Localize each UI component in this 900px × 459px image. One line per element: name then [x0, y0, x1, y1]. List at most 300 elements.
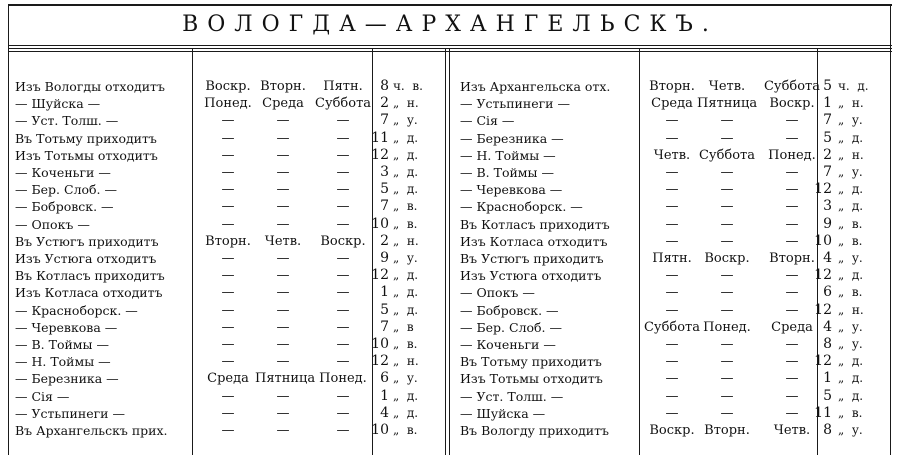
- weekday-cell: —: [665, 285, 679, 301]
- station-name: — Уст. Толш. —: [460, 388, 564, 404]
- time-of-day-unit: „ у.: [393, 371, 418, 386]
- weekday-cell: —: [336, 285, 350, 301]
- timetable-row: [15, 147, 445, 164]
- time-of-day-unit: „ в.: [838, 233, 863, 248]
- weekday-cell: —: [336, 302, 350, 318]
- time-of-day-unit: „ д.: [838, 354, 864, 369]
- weekday-cell: —: [221, 251, 235, 266]
- weekday-cell: —: [221, 423, 235, 438]
- hour-value: 7: [823, 164, 832, 180]
- hour-value: 7: [380, 318, 389, 335]
- weekday-cell: —: [785, 371, 799, 387]
- weekday-cell: —: [720, 371, 734, 387]
- weekday-cell: —: [276, 216, 290, 232]
- hour-value: 11: [371, 129, 389, 146]
- hour-value: 1: [823, 370, 832, 387]
- weekday-cell: —: [276, 337, 290, 352]
- time-of-day-unit: „ у.: [838, 423, 863, 437]
- frame-left: [8, 4, 9, 455]
- hour-value: 8: [823, 422, 832, 438]
- timetable-row: [460, 267, 885, 284]
- time-of-day-unit: „ д.: [838, 268, 864, 283]
- station-name: Въ Устюгъ приходитъ: [15, 233, 159, 249]
- weekday-cell: —: [785, 130, 799, 146]
- hour-value: 8: [380, 78, 389, 94]
- weekday-cell: —: [276, 251, 290, 266]
- timetable-row: [15, 267, 445, 284]
- time-of-day-unit: ч. в.: [393, 79, 423, 93]
- timetable-row: [460, 95, 885, 112]
- frame-right: [890, 4, 891, 455]
- station-name: — Сiя —: [460, 113, 515, 129]
- weekday-cell: —: [276, 319, 290, 335]
- weekday-cell: —: [221, 199, 235, 215]
- station-name: Изъ Тотьмы отходитъ: [15, 147, 158, 163]
- weekday-cell: Пятн.: [652, 251, 692, 266]
- weekday-cell: —: [276, 113, 290, 129]
- timetable-row: [460, 112, 885, 129]
- weekday-cell: —: [221, 147, 235, 163]
- time-of-day-unit: „ в.: [393, 423, 418, 437]
- weekday-cell: —: [665, 388, 679, 404]
- hour-value: 4: [380, 404, 389, 421]
- weekday-cell: Среда: [771, 319, 813, 335]
- weekday-cell: —: [276, 182, 290, 198]
- hour-value: 1: [380, 387, 389, 404]
- timetable-row: [460, 130, 885, 147]
- hour-value: 3: [823, 198, 832, 215]
- station-name: Въ Архангельскъ прих.: [15, 423, 168, 438]
- weekday-cell: —: [276, 302, 290, 318]
- weekday-cell: Воскр.: [320, 233, 366, 249]
- time-of-day-unit: „ у.: [393, 251, 418, 265]
- weekday-cell: —: [276, 423, 290, 438]
- weekday-cell: —: [221, 285, 235, 301]
- hour-value: 3: [380, 164, 389, 180]
- timetable-row: [460, 198, 885, 215]
- weekday-cell: Вторн.: [260, 79, 306, 94]
- weekday-cell: Понед.: [768, 147, 816, 163]
- weekday-cell: Пятница: [255, 371, 316, 387]
- timetable-row: [15, 353, 445, 370]
- weekday-cell: Суббота: [763, 79, 821, 94]
- station-name: Въ Котласъ приходитъ: [15, 268, 165, 284]
- station-name: — Красноборск. —: [15, 302, 138, 318]
- hour-value: 12: [814, 353, 832, 370]
- weekday-cell: —: [720, 285, 734, 301]
- time-of-day-unit: „ д.: [393, 405, 419, 420]
- time-of-day-unit: „ д.: [393, 182, 419, 197]
- station-name: Въ Тотьму приходитъ: [15, 130, 157, 146]
- weekday-cell: —: [276, 165, 290, 180]
- timetable-row: [460, 216, 885, 233]
- weekday-cell: —: [665, 182, 679, 198]
- hour-value: 9: [823, 215, 832, 232]
- weekday-cell: —: [221, 182, 235, 198]
- station-name: Изъ Котласа отходитъ: [460, 233, 608, 249]
- weekday-cell: —: [276, 268, 290, 284]
- station-name: — Опокъ —: [460, 285, 535, 301]
- timetable-row: [15, 422, 445, 439]
- weekday-cell: —: [665, 354, 679, 370]
- station-name: — В. Тоймы —: [15, 337, 109, 352]
- time-of-day-unit: „ н.: [393, 233, 419, 248]
- weekday-cell: —: [221, 302, 235, 318]
- timetable-row: [15, 198, 445, 215]
- weekday-cell: —: [785, 354, 799, 370]
- weekday-cell: Воскр.: [649, 423, 695, 438]
- time-of-day-unit: „ в.: [393, 216, 418, 231]
- weekday-cell: —: [665, 165, 679, 180]
- time-of-day-unit: „ у.: [838, 319, 863, 334]
- hour-value: 1: [380, 284, 389, 301]
- weekday-cell: —: [785, 285, 799, 301]
- hour-value: 2: [380, 95, 389, 112]
- weekday-cell: —: [221, 319, 235, 335]
- weekday-cell: —: [336, 251, 350, 266]
- weekday-cell: —: [785, 388, 799, 404]
- timetable-row: [460, 164, 885, 181]
- weekday-cell: —: [785, 199, 799, 215]
- hour-value: 12: [814, 267, 832, 284]
- weekday-cell: —: [221, 405, 235, 421]
- weekday-cell: —: [785, 182, 799, 198]
- hour-value: 10: [371, 336, 389, 352]
- timetable-row: [460, 302, 885, 319]
- weekday-cell: Четв.: [653, 147, 691, 163]
- timetable-row: [15, 284, 445, 301]
- weekday-cell: —: [665, 405, 679, 421]
- timetable-row: [460, 370, 885, 387]
- time-of-day-unit: „ н.: [393, 96, 419, 111]
- station-name: Въ Устюгъ приходитъ: [460, 251, 604, 266]
- station-name: — Н. Тоймы —: [15, 354, 111, 370]
- station-name: — Березника —: [460, 130, 564, 146]
- weekday-cell: —: [665, 199, 679, 215]
- time-of-day-unit: „ н.: [838, 147, 864, 162]
- weekday-cell: —: [720, 165, 734, 180]
- hour-value: 10: [371, 422, 389, 438]
- weekday-cell: —: [276, 199, 290, 215]
- timetable-title: ВОЛОГДА—АРХАНГЕЛЬСКЪ.: [182, 12, 718, 37]
- weekday-cell: —: [276, 147, 290, 163]
- timetable-row: [15, 319, 445, 336]
- top-rule: [8, 4, 892, 6]
- weekday-cell: —: [336, 337, 350, 352]
- weekday-cell: —: [336, 130, 350, 146]
- station-name: Въ Вологду приходитъ: [460, 423, 609, 438]
- weekday-cell: —: [665, 302, 679, 318]
- weekday-cell: Пятн.: [323, 79, 363, 94]
- hour-value: 12: [371, 353, 389, 370]
- time-of-day-unit: „ н.: [393, 354, 419, 369]
- weekday-cell: Среда: [207, 371, 249, 387]
- hour-value: 9: [380, 250, 389, 266]
- time-of-day-unit: „ д.: [393, 165, 419, 179]
- weekday-cell: —: [336, 405, 350, 421]
- weekday-cell: —: [665, 113, 679, 129]
- timetable-row: [15, 336, 445, 353]
- station-name: Изъ Вологды отходитъ: [15, 79, 165, 94]
- weekday-cell: Пятница: [697, 96, 758, 112]
- station-name: Въ Котласъ приходитъ: [460, 216, 610, 232]
- time-of-day-unit: „ у.: [838, 251, 863, 265]
- weekday-cell: Среда: [262, 96, 304, 112]
- time-of-day-unit: „ д.: [393, 268, 419, 283]
- weekday-cell: —: [665, 268, 679, 284]
- weekday-cell: —: [336, 388, 350, 404]
- station-name: — Черевкова —: [460, 182, 563, 198]
- weekday-cell: Четв.: [264, 233, 302, 249]
- station-name: Изъ Тотьмы отходитъ: [460, 371, 603, 387]
- timetable-row: [15, 370, 445, 387]
- time-of-day-unit: „ д.: [393, 388, 419, 403]
- weekday-cell: —: [336, 165, 350, 180]
- weekday-cell: —: [336, 182, 350, 198]
- station-name: — Н. Тоймы —: [460, 147, 556, 163]
- weekday-cell: —: [665, 216, 679, 232]
- weekday-cell: —: [665, 371, 679, 387]
- hour-value: 1: [823, 95, 832, 112]
- weekday-cell: —: [720, 302, 734, 318]
- timetable-row: [15, 388, 445, 405]
- weekday-cell: —: [276, 354, 290, 370]
- timetable-row: [460, 422, 885, 439]
- timetable-row: [460, 353, 885, 370]
- hour-value: 6: [823, 284, 832, 301]
- weekday-cell: —: [336, 319, 350, 335]
- station-name: — Бер. Слоб. —: [460, 319, 563, 335]
- hour-value: 7: [823, 112, 832, 129]
- station-name: — Коченьги —: [15, 165, 111, 180]
- station-name: — Сiя —: [15, 388, 70, 404]
- weekday-cell: —: [785, 302, 799, 318]
- weekday-cell: —: [785, 405, 799, 421]
- weekday-cell: —: [336, 268, 350, 284]
- weekday-cell: —: [221, 354, 235, 370]
- time-of-day-unit: „ у.: [838, 165, 863, 179]
- weekday-cell: —: [785, 233, 799, 249]
- weekday-cell: —: [785, 216, 799, 232]
- weekday-cell: —: [336, 423, 350, 438]
- hour-value: 4: [823, 250, 832, 266]
- weekday-cell: —: [720, 405, 734, 421]
- weekday-cell: —: [720, 388, 734, 404]
- weekday-cell: Четв.: [708, 79, 746, 94]
- station-name: — Опокъ —: [15, 216, 90, 232]
- weekday-cell: Суббота: [643, 319, 701, 335]
- header-rule-3: [8, 51, 892, 52]
- weekday-cell: —: [221, 216, 235, 232]
- weekday-cell: —: [720, 130, 734, 146]
- time-of-day-unit: „ в.: [393, 337, 418, 351]
- timetable-row: [15, 216, 445, 233]
- weekday-cell: Вторн.: [769, 251, 815, 266]
- hour-value: 5: [380, 181, 389, 198]
- timetable-row: [15, 181, 445, 198]
- time-of-day-unit: „ д.: [838, 130, 864, 145]
- weekday-cell: —: [221, 268, 235, 284]
- time-of-day-unit: „ у.: [393, 113, 418, 128]
- weekday-cell: —: [336, 199, 350, 215]
- time-of-day-unit: „ д.: [838, 388, 864, 403]
- hour-value: 7: [380, 112, 389, 129]
- hour-value: 6: [380, 370, 389, 387]
- station-name: — Черевкова —: [15, 319, 118, 335]
- time-of-day-unit: „ д.: [838, 371, 864, 386]
- hour-value: 12: [814, 301, 832, 318]
- time-of-day-unit: „ н.: [838, 96, 864, 111]
- station-name: — Березника —: [15, 371, 119, 387]
- weekday-cell: —: [276, 388, 290, 404]
- hour-value: 10: [371, 215, 389, 232]
- station-name: — Коченьги —: [460, 337, 556, 352]
- weekday-cell: —: [665, 337, 679, 352]
- weekday-cell: Вторн.: [205, 233, 251, 249]
- divider-center-1: [445, 48, 446, 455]
- weekday-cell: —: [665, 233, 679, 249]
- weekday-cell: —: [785, 113, 799, 129]
- hour-value: 5: [823, 129, 832, 146]
- weekday-cell: —: [221, 130, 235, 146]
- time-of-day-unit: „ д.: [838, 199, 864, 214]
- header-rule-1: [8, 45, 892, 46]
- hour-value: 8: [823, 336, 832, 352]
- time-of-day-unit: „ н.: [838, 302, 864, 317]
- weekday-cell: —: [720, 182, 734, 198]
- weekday-cell: —: [221, 113, 235, 129]
- weekday-cell: Понед.: [319, 371, 367, 387]
- hour-value: 12: [814, 181, 832, 198]
- station-name: — Шуйска —: [15, 96, 101, 112]
- weekday-cell: Четв.: [773, 423, 811, 438]
- time-of-day-unit: „ в.: [838, 216, 863, 231]
- timetable-row: [15, 250, 445, 267]
- weekday-cell: —: [221, 388, 235, 404]
- timetable-row: [15, 164, 445, 181]
- weekday-cell: —: [336, 354, 350, 370]
- timetable-row: [15, 405, 445, 422]
- station-name: Изъ Устюга отходитъ: [15, 251, 157, 266]
- hour-value: 12: [371, 267, 389, 284]
- weekday-cell: —: [665, 130, 679, 146]
- weekday-cell: Понед.: [204, 96, 252, 112]
- station-name: Въ Тотьму приходитъ: [460, 354, 602, 370]
- weekday-cell: —: [336, 216, 350, 232]
- timetable-row: [15, 112, 445, 129]
- station-name: — Уст. Толш. —: [15, 113, 119, 129]
- time-of-day-unit: „ д.: [393, 130, 419, 145]
- station-name: — Устьпинеги —: [15, 405, 125, 421]
- hour-value: 2: [380, 232, 389, 249]
- timetable-row: [15, 78, 445, 95]
- weekday-cell: Воскр.: [704, 251, 750, 266]
- weekday-cell: —: [276, 405, 290, 421]
- station-name: — Бер. Слоб. —: [15, 182, 118, 198]
- station-name: — Устьпинеги —: [460, 96, 570, 112]
- time-of-day-unit: „ д.: [393, 302, 419, 317]
- time-of-day-unit: „ у.: [838, 113, 863, 128]
- timetable-row: [460, 147, 885, 164]
- time-of-day-unit: „ в: [393, 319, 414, 334]
- weekday-cell: —: [785, 337, 799, 352]
- timetable-row: [460, 181, 885, 198]
- hour-value: 5: [823, 387, 832, 404]
- station-name: Изъ Архангельска отх.: [460, 79, 611, 94]
- time-of-day-unit: „ в.: [838, 285, 863, 300]
- weekday-cell: —: [720, 268, 734, 284]
- time-of-day-unit: „ в.: [393, 199, 418, 214]
- weekday-cell: Воскр.: [769, 96, 815, 112]
- weekday-cell: —: [221, 165, 235, 180]
- time-of-day-unit: „ д.: [393, 285, 419, 300]
- hour-value: 2: [823, 146, 832, 163]
- station-name: Изъ Котласа отходитъ: [15, 285, 163, 301]
- time-of-day-unit: „ у.: [838, 337, 863, 351]
- weekday-cell: —: [785, 268, 799, 284]
- hour-value: 4: [823, 318, 832, 335]
- timetable-row: [460, 319, 885, 336]
- hour-value: 11: [814, 404, 832, 421]
- station-name: — Красноборск. —: [460, 199, 583, 215]
- hour-value: 7: [380, 198, 389, 215]
- time-of-day-unit: „ д.: [838, 182, 864, 197]
- weekday-cell: —: [720, 113, 734, 129]
- timetable-row: [460, 78, 885, 95]
- header-rule-2: [8, 48, 892, 49]
- time-of-day-unit: „ д.: [393, 147, 419, 162]
- weekday-cell: —: [276, 130, 290, 146]
- timetable-row: [15, 130, 445, 147]
- weekday-cell: Среда: [651, 96, 693, 112]
- station-name: — Шуйска —: [460, 405, 546, 421]
- hour-value: 5: [380, 301, 389, 318]
- hour-value: 10: [814, 232, 832, 249]
- timetable-row: [460, 336, 885, 353]
- station-name: — Бобровск. —: [15, 199, 114, 215]
- timetable-row: [15, 233, 445, 250]
- timetable-row: [460, 405, 885, 422]
- weekday-cell: —: [336, 113, 350, 129]
- station-name: Изъ Устюга отходитъ: [460, 268, 602, 284]
- weekday-cell: —: [720, 233, 734, 249]
- weekday-cell: —: [720, 337, 734, 352]
- weekday-cell: —: [276, 285, 290, 301]
- weekday-cell: Суббота: [698, 147, 756, 163]
- time-of-day-unit: „ в.: [838, 405, 863, 420]
- weekday-cell: Воскр.: [205, 79, 251, 94]
- timetable-row: [15, 95, 445, 112]
- weekday-cell: Суббота: [315, 96, 372, 112]
- hour-value: 5: [823, 78, 832, 94]
- time-of-day-unit: ч. д.: [838, 79, 869, 93]
- weekday-cell: —: [720, 216, 734, 232]
- weekday-cell: —: [336, 147, 350, 163]
- weekday-cell: —: [720, 354, 734, 370]
- hour-value: 12: [371, 146, 389, 163]
- weekday-cell: —: [785, 165, 799, 180]
- station-name: — Бобровск. —: [460, 302, 559, 318]
- timetable-row: [460, 284, 885, 301]
- weekday-cell: —: [221, 337, 235, 352]
- weekday-cell: —: [720, 199, 734, 215]
- divider-center-2: [449, 48, 450, 455]
- weekday-cell: Понед.: [703, 319, 751, 335]
- timetable-row: [460, 388, 885, 405]
- timetable-row: [460, 250, 885, 267]
- weekday-cell: Вторн.: [649, 79, 695, 94]
- station-name: — В. Тоймы —: [460, 165, 554, 180]
